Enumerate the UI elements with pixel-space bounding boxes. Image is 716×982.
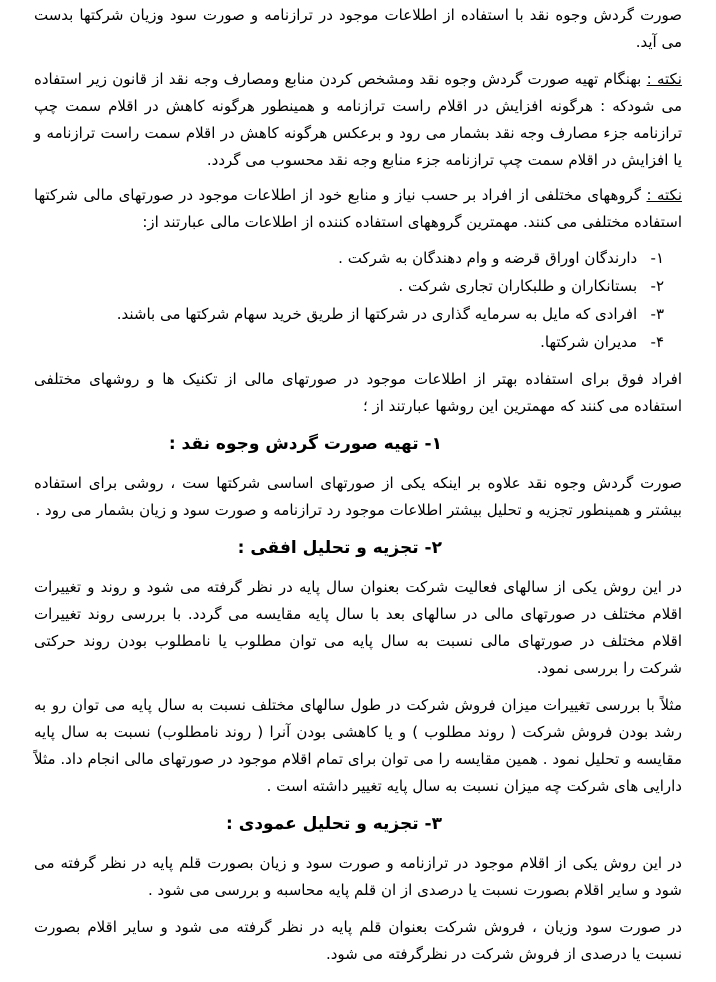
list-item-text: دارندگان اوراق قرضه و وام دهندگان به شرکت . xyxy=(338,249,638,267)
section-heading-cash-flow: ۱- تهیه صورت گردش وجوه نقد : xyxy=(168,434,442,454)
section-paragraph: در این روش یکی از اقلام موجود در ترازنامه و صورت سود و زیان بصورت قلم پایه در نظر گرفته می شود و سایر اقلام بصورت نسبت یا درصدی از ان قلم پایه محاسبه و بررسی می شود . xyxy=(34,854,682,899)
list-item xyxy=(34,328,664,356)
list-item xyxy=(34,244,664,272)
section-paragraph: صورت گردش وجوه نقد علاوه بر اینکه یکی از صورتهای اساسی شرکتها ست ، روشی برای استفاده بیشتر و همینطور تجزیه و تحلیل بیشتر اطلاعات موجود رد ترازنامه و صورت سود و زیان بشمار می رود . xyxy=(34,474,682,519)
list-item-text: افرادی که مایل به سرمایه گذاری در شرکتها از طریق خرید سهام شرکتها می باشند. xyxy=(116,305,638,323)
methods-intro-paragraph: افراد فوق برای استفاده بهتر از اطلاعات موجود در صورتهای مالی از تکنیک ها و روشهای مختلفی استفاده می کنند که مهمترین این روشها عبارتند از ؛ xyxy=(34,370,682,415)
list-item-text: بستانکاران و طلبکاران تجاری شرکت . xyxy=(398,277,638,295)
list-item xyxy=(34,300,664,328)
section-paragraph: مثلاً با بررسی تغییرات میزان فروش شرکت در طول سالهای مختلف نسبت به سال پایه می توان رو به رشد بودن فروش شرکت ( روند مطلوب ) و یا کاهشی بودن آنرا ( روند نامطلوب) نسبت به سال پایه مقایسه و تحلیل نمود . همین مقایسه را می توان برای تمام اقلام موجود در صورتهای مالی انجام داد. مثلاً دارایی های شرکت چه میزان نسبت به سال پایه تغییر داشته است . xyxy=(34,696,682,795)
note-2-label: نکته : xyxy=(646,186,682,204)
note-1 xyxy=(34,66,682,174)
list-item-number: ۱- xyxy=(650,249,664,267)
list-item-number: ۳- xyxy=(650,305,664,323)
note-1-text: بهنگام تهیه صورت گردش وجوه نقد ومشخص کردن منابع ومصارف وجه نقد از قانون زیر استفاده می شودکه : هرگونه افزایش در اقلام راست ترازنامه و همینطور هرگونه کاهش در اقلام سمت چپ ترازنامه جزء مصارف وجه نقد بشمار می رود و برعکس هرگونه کاهش در اقلام سمت راست ترازنامه و یا افزایش در اقلام سمت چپ ترازنامه جزء منابع وجه نقد محسوب می گردد. xyxy=(34,70,682,169)
section-heading-horizontal-analysis: ۲- تجزیه و تحلیل افقی : xyxy=(237,538,442,558)
note-1-label: نکته : xyxy=(646,70,682,88)
list-item xyxy=(34,272,664,300)
list-item-number: ۲- xyxy=(650,277,664,295)
user-groups-list xyxy=(34,244,682,356)
intro-paragraph: صورت گردش وجوه نقد با استفاده از اطلاعات موجود در ترازنامه و صورت سود وزیان شرکتها بدست می آید. xyxy=(34,6,682,51)
note-2 xyxy=(34,182,682,236)
section-heading-vertical-analysis: ۳- تجزیه و تحلیل عمودی : xyxy=(226,814,442,834)
section-paragraph: در صورت سود وزیان ، فروش شرکت بعنوان قلم پایه در نظر گرفته می شود و سایر اقلام بصورت نسبت یا درصدی از فروش شرکت در نظرگرفته می شود. xyxy=(34,918,682,963)
list-item-text: مدیران شرکتها. xyxy=(540,333,638,351)
note-2-text: گروههای مختلفی از افراد بر حسب نیاز و منابع خود از اطلاعات موجود در صورتهای مالی شرکتها استفاده مختلفی می کنند. مهمترین گروههای استفاده کننده از اطلاعات مالی عبارتند از: xyxy=(34,186,682,231)
section-paragraph: در این روش یکی از سالهای فعالیت شرکت بعنوان سال پایه در نظر گرفته می شود و روند و تغییرات اقلام مختلف در صورتهای مالی در سالهای بعد با سال پایه مقایسه می گردد. با بررسی روند تغییرات اقلام مختلف در صورتهای مالی نسبت به سال پایه می توان مطلوب یا نامطلوب بودن روند حرکتی شرکت را بررسی نمود. xyxy=(34,578,682,677)
list-item-number: ۴- xyxy=(650,333,664,351)
